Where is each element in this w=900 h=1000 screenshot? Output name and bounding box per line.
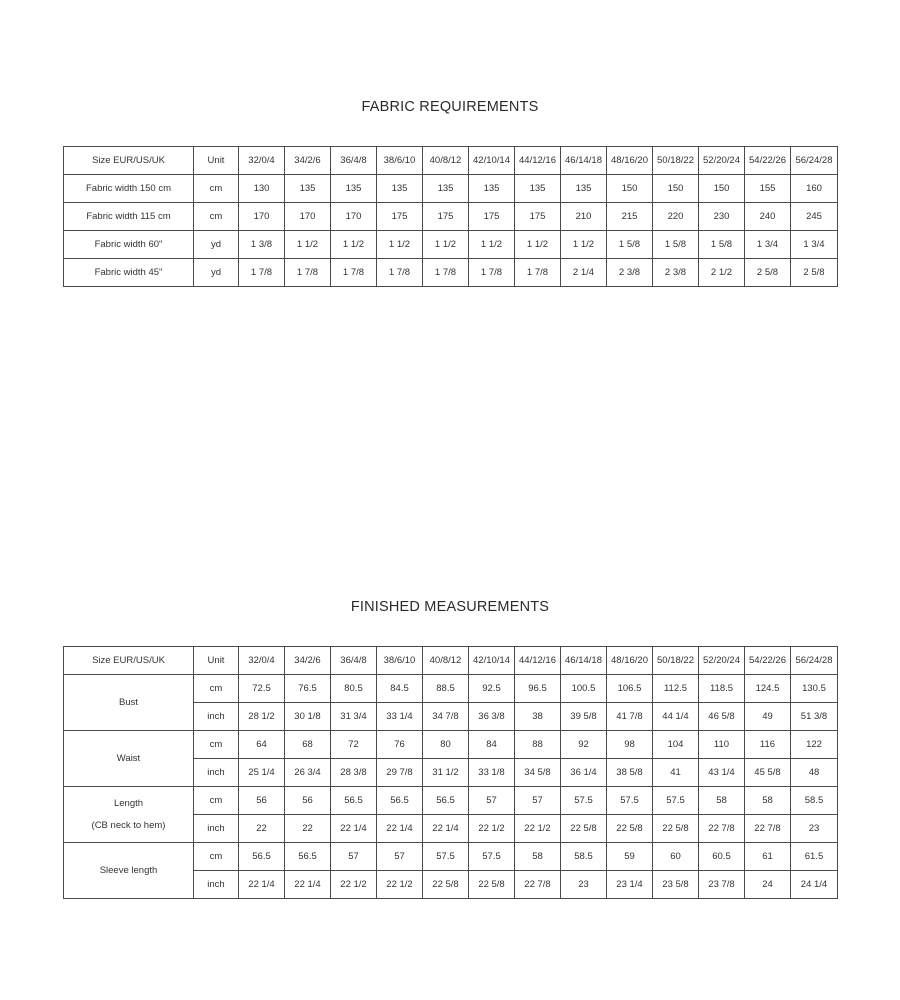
unit-cell: inch — [194, 703, 239, 731]
value-cell: 58.5 — [791, 787, 838, 815]
value-cell: 110 — [699, 731, 745, 759]
size-header: 32/0/4 — [239, 647, 285, 675]
size-header: 52/20/24 — [699, 147, 745, 175]
value-cell: 61.5 — [791, 843, 838, 871]
value-cell: 210 — [561, 203, 607, 231]
unit-cell: yd — [194, 231, 239, 259]
value-cell: 38 5/8 — [607, 759, 653, 787]
size-header: 52/20/24 — [699, 647, 745, 675]
value-cell: 1 3/4 — [791, 231, 838, 259]
value-cell: 1 1/2 — [377, 231, 423, 259]
value-cell: 170 — [239, 203, 285, 231]
value-cell: 106.5 — [607, 675, 653, 703]
value-cell: 57 — [377, 843, 423, 871]
value-cell: 175 — [377, 203, 423, 231]
size-header: 54/22/26 — [745, 147, 791, 175]
size-header: 56/24/28 — [791, 147, 838, 175]
value-cell: 22 1/2 — [377, 871, 423, 899]
value-cell: 22 — [239, 815, 285, 843]
value-cell: 80 — [423, 731, 469, 759]
value-cell: 44 1/4 — [653, 703, 699, 731]
value-cell: 59 — [607, 843, 653, 871]
value-cell: 22 1/2 — [331, 871, 377, 899]
fabric-requirements-table — [63, 146, 838, 287]
value-cell: 2 3/8 — [607, 259, 653, 287]
value-cell: 2 1/2 — [699, 259, 745, 287]
value-cell: 68 — [285, 731, 331, 759]
value-cell: 215 — [607, 203, 653, 231]
value-cell: 76.5 — [285, 675, 331, 703]
value-cell: 1 1/2 — [331, 231, 377, 259]
value-cell: 76 — [377, 731, 423, 759]
table-row — [64, 843, 838, 871]
row-label: Fabric width 115 cm — [64, 203, 194, 231]
value-cell: 60 — [653, 843, 699, 871]
value-cell: 1 7/8 — [469, 259, 515, 287]
value-cell: 41 7/8 — [607, 703, 653, 731]
value-cell: 135 — [561, 175, 607, 203]
value-cell: 118.5 — [699, 675, 745, 703]
value-cell: 22 1/4 — [423, 815, 469, 843]
value-cell: 100.5 — [561, 675, 607, 703]
value-cell: 36 3/8 — [469, 703, 515, 731]
value-cell: 38 — [515, 703, 561, 731]
value-cell: 23 — [561, 871, 607, 899]
size-header: 48/16/20 — [607, 647, 653, 675]
value-cell: 135 — [469, 175, 515, 203]
value-cell: 175 — [469, 203, 515, 231]
value-cell: 22 — [285, 815, 331, 843]
value-cell: 1 1/2 — [515, 231, 561, 259]
value-cell: 58 — [745, 787, 791, 815]
row-label: Fabric width 60" — [64, 231, 194, 259]
value-cell: 72.5 — [239, 675, 285, 703]
value-cell: 122 — [791, 731, 838, 759]
value-cell: 96.5 — [515, 675, 561, 703]
value-cell: 22 5/8 — [653, 815, 699, 843]
value-cell: 150 — [607, 175, 653, 203]
value-cell: 28 1/2 — [239, 703, 285, 731]
value-cell: 1 3/8 — [239, 231, 285, 259]
value-cell: 34 5/8 — [515, 759, 561, 787]
value-cell: 22 5/8 — [561, 815, 607, 843]
size-label-header: Size EUR/US/UK — [64, 647, 194, 675]
value-cell: 43 1/4 — [699, 759, 745, 787]
finished-measurements-table — [63, 646, 838, 899]
value-cell: 1 5/8 — [699, 231, 745, 259]
value-cell: 72 — [331, 731, 377, 759]
value-cell: 39 5/8 — [561, 703, 607, 731]
value-cell: 1 7/8 — [285, 259, 331, 287]
value-cell: 57 — [515, 787, 561, 815]
unit-cell: cm — [194, 731, 239, 759]
value-cell: 22 5/8 — [423, 871, 469, 899]
size-header: 40/8/12 — [423, 647, 469, 675]
finished-measurements-title: FINISHED MEASUREMENTS — [350, 599, 550, 615]
value-cell: 135 — [285, 175, 331, 203]
size-header: 44/12/16 — [515, 147, 561, 175]
unit-cell: cm — [194, 675, 239, 703]
value-cell: 48 — [791, 759, 838, 787]
unit-header: Unit — [194, 647, 239, 675]
value-cell: 135 — [423, 175, 469, 203]
table-header-row — [64, 147, 838, 175]
value-cell: 57.5 — [653, 787, 699, 815]
value-cell: 2 5/8 — [745, 259, 791, 287]
value-cell: 1 7/8 — [515, 259, 561, 287]
measurement-label: Bust — [64, 675, 194, 731]
value-cell: 1 1/2 — [285, 231, 331, 259]
value-cell: 220 — [653, 203, 699, 231]
size-label-header: Size EUR/US/UK — [64, 147, 194, 175]
value-cell: 56.5 — [285, 843, 331, 871]
value-cell: 22 1/4 — [331, 815, 377, 843]
value-cell: 58 — [515, 843, 561, 871]
size-header: 42/10/14 — [469, 147, 515, 175]
value-cell: 22 1/4 — [285, 871, 331, 899]
table-row — [64, 675, 838, 703]
value-cell: 1 7/8 — [377, 259, 423, 287]
value-cell: 92.5 — [469, 675, 515, 703]
value-cell: 36 1/4 — [561, 759, 607, 787]
value-cell: 31 1/2 — [423, 759, 469, 787]
value-cell: 135 — [515, 175, 561, 203]
value-cell: 88.5 — [423, 675, 469, 703]
value-cell: 61 — [745, 843, 791, 871]
size-header: 34/2/6 — [285, 647, 331, 675]
size-header: 36/4/8 — [331, 647, 377, 675]
fabric-requirements-title: FABRIC REQUIREMENTS — [361, 99, 539, 115]
table-row — [64, 203, 838, 231]
value-cell: 22 7/8 — [745, 815, 791, 843]
unit-cell: cm — [194, 787, 239, 815]
table-row — [64, 231, 838, 259]
value-cell: 22 7/8 — [515, 871, 561, 899]
value-cell: 150 — [699, 175, 745, 203]
value-cell: 28 3/8 — [331, 759, 377, 787]
value-cell: 1 1/2 — [423, 231, 469, 259]
table-row — [64, 787, 838, 815]
value-cell: 130.5 — [791, 675, 838, 703]
value-cell: 1 5/8 — [607, 231, 653, 259]
value-cell: 1 7/8 — [239, 259, 285, 287]
size-header: 54/22/26 — [745, 647, 791, 675]
value-cell: 60.5 — [699, 843, 745, 871]
value-cell: 104 — [653, 731, 699, 759]
value-cell: 240 — [745, 203, 791, 231]
value-cell: 22 1/4 — [377, 815, 423, 843]
size-header: 32/0/4 — [239, 147, 285, 175]
measurement-note: (CB neck to hem) — [91, 819, 166, 831]
value-cell: 24 1/4 — [791, 871, 838, 899]
value-cell: 22 5/8 — [469, 871, 515, 899]
value-cell: 1 1/2 — [561, 231, 607, 259]
unit-cell: inch — [194, 759, 239, 787]
unit-cell: cm — [194, 843, 239, 871]
row-label: Fabric width 45" — [64, 259, 194, 287]
value-cell: 2 3/8 — [653, 259, 699, 287]
value-cell: 23 1/4 — [607, 871, 653, 899]
value-cell: 51 3/8 — [791, 703, 838, 731]
unit-cell: inch — [194, 871, 239, 899]
value-cell: 160 — [791, 175, 838, 203]
value-cell: 84 — [469, 731, 515, 759]
measurement-name: Length — [113, 797, 144, 809]
unit-cell: cm — [194, 203, 239, 231]
value-cell: 57.5 — [423, 843, 469, 871]
value-cell: 23 5/8 — [653, 871, 699, 899]
value-cell: 23 — [791, 815, 838, 843]
value-cell: 155 — [745, 175, 791, 203]
value-cell: 124.5 — [745, 675, 791, 703]
size-header: 36/4/8 — [331, 147, 377, 175]
value-cell: 88 — [515, 731, 561, 759]
value-cell: 1 5/8 — [653, 231, 699, 259]
value-cell: 56 — [285, 787, 331, 815]
size-header: 44/12/16 — [515, 647, 561, 675]
size-header: 46/14/18 — [561, 647, 607, 675]
value-cell: 30 1/8 — [285, 703, 331, 731]
value-cell: 1 7/8 — [423, 259, 469, 287]
value-cell: 1 1/2 — [469, 231, 515, 259]
measurement-label: Waist — [64, 731, 194, 787]
value-cell: 56 — [239, 787, 285, 815]
value-cell: 45 5/8 — [745, 759, 791, 787]
table-row — [64, 175, 838, 203]
value-cell: 64 — [239, 731, 285, 759]
value-cell: 175 — [423, 203, 469, 231]
value-cell: 57 — [469, 787, 515, 815]
value-cell: 230 — [699, 203, 745, 231]
value-cell: 25 1/4 — [239, 759, 285, 787]
value-cell: 135 — [377, 175, 423, 203]
value-cell: 170 — [331, 203, 377, 231]
value-cell: 92 — [561, 731, 607, 759]
measurement-label — [64, 787, 194, 843]
value-cell: 1 7/8 — [331, 259, 377, 287]
size-header: 40/8/12 — [423, 147, 469, 175]
value-cell: 2 5/8 — [791, 259, 838, 287]
measurement-label: Sleeve length — [64, 843, 194, 899]
unit-header: Unit — [194, 147, 239, 175]
value-cell: 56.5 — [423, 787, 469, 815]
table-row — [64, 259, 838, 287]
value-cell: 24 — [745, 871, 791, 899]
value-cell: 245 — [791, 203, 838, 231]
value-cell: 135 — [331, 175, 377, 203]
value-cell: 56.5 — [331, 787, 377, 815]
unit-cell: yd — [194, 259, 239, 287]
value-cell: 112.5 — [653, 675, 699, 703]
size-header: 50/18/22 — [653, 647, 699, 675]
value-cell: 150 — [653, 175, 699, 203]
value-cell: 57.5 — [607, 787, 653, 815]
size-header: 56/24/28 — [791, 647, 838, 675]
value-cell: 46 5/8 — [699, 703, 745, 731]
value-cell: 26 3/4 — [285, 759, 331, 787]
value-cell: 34 7/8 — [423, 703, 469, 731]
value-cell: 57 — [331, 843, 377, 871]
value-cell: 175 — [515, 203, 561, 231]
value-cell: 22 1/4 — [239, 871, 285, 899]
value-cell: 58.5 — [561, 843, 607, 871]
size-header: 42/10/14 — [469, 647, 515, 675]
value-cell: 130 — [239, 175, 285, 203]
value-cell: 1 3/4 — [745, 231, 791, 259]
table-header-row — [64, 647, 838, 675]
value-cell: 170 — [285, 203, 331, 231]
value-cell: 22 1/2 — [469, 815, 515, 843]
value-cell: 116 — [745, 731, 791, 759]
size-header: 38/6/10 — [377, 147, 423, 175]
size-header: 38/6/10 — [377, 647, 423, 675]
size-header: 48/16/20 — [607, 147, 653, 175]
table-row — [64, 731, 838, 759]
size-header: 34/2/6 — [285, 147, 331, 175]
value-cell: 41 — [653, 759, 699, 787]
value-cell: 22 5/8 — [607, 815, 653, 843]
value-cell: 57.5 — [561, 787, 607, 815]
value-cell: 29 7/8 — [377, 759, 423, 787]
value-cell: 49 — [745, 703, 791, 731]
value-cell: 2 1/4 — [561, 259, 607, 287]
value-cell: 57.5 — [469, 843, 515, 871]
row-label: Fabric width 150 cm — [64, 175, 194, 203]
value-cell: 98 — [607, 731, 653, 759]
value-cell: 80.5 — [331, 675, 377, 703]
value-cell: 56.5 — [377, 787, 423, 815]
size-header: 46/14/18 — [561, 147, 607, 175]
value-cell: 31 3/4 — [331, 703, 377, 731]
value-cell: 23 7/8 — [699, 871, 745, 899]
value-cell: 33 1/4 — [377, 703, 423, 731]
value-cell: 56.5 — [239, 843, 285, 871]
unit-cell: cm — [194, 175, 239, 203]
value-cell: 84.5 — [377, 675, 423, 703]
value-cell: 22 1/2 — [515, 815, 561, 843]
value-cell: 58 — [699, 787, 745, 815]
value-cell: 33 1/8 — [469, 759, 515, 787]
unit-cell: inch — [194, 815, 239, 843]
value-cell: 22 7/8 — [699, 815, 745, 843]
size-header: 50/18/22 — [653, 147, 699, 175]
